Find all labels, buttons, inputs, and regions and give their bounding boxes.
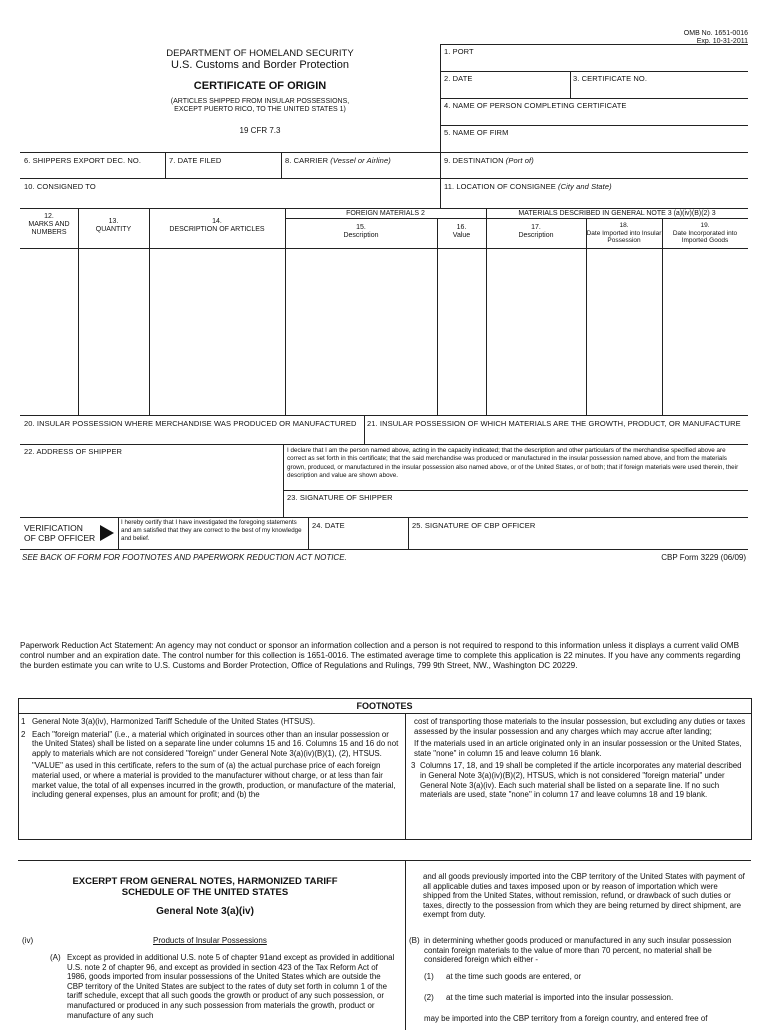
footnotes-right-column <box>411 717 747 803</box>
footnote-2: Each "foreign material" (i.e., a material which originated in sources other than an insular possession or the United States) shall be listed on a separate line under columns 15 and 16. Columns 15 and 16 do not apply to materials which are not considered "foreign" under General Note 3(a)(iv)(B)(1), (2), HTSUS. <box>32 729 399 758</box>
col-17-header <box>486 224 586 240</box>
field-destination[interactable] <box>444 156 534 165</box>
col-16-header <box>437 224 486 240</box>
excerpt-right-top: and all goods previously imported into the CBP territory of the United States with payment of all applicable duties and taxes imposed upon or by reason of importation which were shipped from the United States, without remission, refund, or drawback of such duties or taxes, directly to the possession from which they are being returned by direct shipment, are exempt from duty. <box>423 872 745 920</box>
col-12-label: MARKS AND NUMBERS <box>28 221 70 236</box>
footnotes-title: FOOTNOTES <box>356 701 413 711</box>
field-24-date[interactable]: 24. DATE <box>312 521 345 530</box>
excerpt-b1-label: (1) <box>424 972 434 981</box>
carrier-label: 8. CARRIER <box>285 156 329 165</box>
col-17-label: Description <box>518 232 554 239</box>
field-carrier[interactable] <box>285 156 391 165</box>
foreign-materials-header: FOREIGN MATERIALS 2 <box>346 210 425 217</box>
verification-label: VERIFICATION OF CBP OFFICER <box>24 523 96 543</box>
location-label: 11. LOCATION OF CONSIGNEE <box>444 182 556 191</box>
col-16-label: Value <box>452 232 471 239</box>
footnote-2-continued: cost of transporting those materials to the insular possession, but excluding any duties or taxes assessed by the insular possession and any charges which may accrue after landing; <box>414 717 746 736</box>
shipper-declaration: I declare that I am the person named above, acting in the capacity indicated; that the description and other particulars of the merchandise specified above are correct as set forth in this certificate; that the said merchandise was produced or manufactured in the insular possession named above, and from the materials grown, produced, or manufactured in the insular possession also named above, or of the United States, or of both; that if foreign materials were used therein, their description and value are shown above. <box>287 447 739 480</box>
destination-label: 9. DESTINATION <box>444 156 504 165</box>
col-12-num: 12. <box>44 213 54 220</box>
excerpt-b2-label: (2) <box>424 993 434 1002</box>
field-25-officer-signature[interactable]: 25. SIGNATURE OF CBP OFFICER <box>412 521 536 530</box>
arrow-right-icon <box>100 525 114 541</box>
field-date[interactable]: 2. DATE <box>444 74 473 83</box>
col-12-header <box>20 213 78 237</box>
footnote-2-none: If the materials used in an article originated only in an insular possession or the United States, state "none" in column 15 and leave column 16 blank. <box>414 739 742 758</box>
col-13-header <box>78 218 149 234</box>
col-13-label: QUANTITY <box>95 226 132 233</box>
excerpt-title: EXCERPT FROM GENERAL NOTES, HARMONIZED TARIFF SCHEDULE OF THE UNITED STATES <box>72 876 338 898</box>
col-18-label: Date Imported into Insular Possession <box>586 229 662 244</box>
excerpt-subtitle: General Note 3(a)(iv) <box>156 906 254 917</box>
excerpt-a-text: Except as provided in additional U.S. note 5 of chapter 91and except as provided in additional U.S. note 2 of chapter 96, and except as provided in section 423 of the Tax Reform Act of 1986, goods imported from insular possessions of the United States which are outside the CBP territory of the United States are subject to the rates of duty set forth in column 1 of the tariff schedule, except that all such goods the growth or product of any such possession, or manufactured or produced in any such possession from materials the growth, product or manufacture of any such <box>67 953 395 1020</box>
col-15-label: Description <box>343 232 379 239</box>
carrier-note: (Vessel or Airline) <box>330 156 391 165</box>
footnote-1: General Note 3(a)(iv), Harmonized Tariff Schedule of the United States (HTSUS). <box>32 717 316 726</box>
col-13-num: 13. <box>108 218 119 225</box>
form-number: CBP Form 3229 (06/09) <box>661 553 746 562</box>
excerpt-b1-text: at the time such goods are entered, or <box>446 972 582 981</box>
col-19-label: Date Incorporated into Imported Goods <box>672 229 738 244</box>
destination-note: (Port of) <box>505 156 534 165</box>
field-person-name[interactable]: 4. NAME OF PERSON COMPLETING CERTIFICATE <box>444 101 627 110</box>
excerpt-b-text: in determining whether goods produced or manufactured in any such insular possession contain foreign materials to the value of more than 70 percent, no material shall be considered foreign which either - <box>424 936 732 965</box>
location-note: (City and State) <box>558 182 612 191</box>
footnote-1-marker: 1 <box>21 717 26 726</box>
col-14-header <box>149 218 285 234</box>
footnote-3: Columns 17, 18, and 19 shall be completed if the article incorporates any material described in General Note 3(a)(iv)(B)(2), HTSUS, which is not considered "foreign material" under General Note 3(a)(iv). Each such material shall be listed on a separate line. If no such materials are used, state "none" in column 17 and leave columns 18 and 19 blank. <box>420 761 742 800</box>
field-date-filed[interactable]: 7. DATE FILED <box>169 156 222 165</box>
field-shippers-export-dec[interactable]: 6. SHIPPERS EXPORT DEC. NO. <box>24 156 142 165</box>
see-back-notice: SEE BACK OF FORM FOR FOOTNOTES AND PAPERWORK REDUCTION ACT NOTICE. <box>22 553 347 562</box>
col-14-num: 14. <box>212 218 222 225</box>
footnote-2-value: "VALUE" as used in this certificate, refers to the sum of (a) the actual purchase price of each foreign material used, or where a material is provided to the manufacturer without charge, or at less than fair market value, the total of all expenses incurred in the growth, production, or manufacture of the material, including general expenses, plus an amount for profit; and (b) the <box>32 761 396 800</box>
omb-expiration: Exp. 10-31-2011 <box>696 38 748 45</box>
col-19-num: 19. <box>700 222 710 229</box>
form-subtitle-2: EXCEPT PUERTO RICO, TO THE UNITED STATES 1) <box>174 106 346 113</box>
col-18-num: 18. <box>619 222 629 229</box>
form-title: CERTIFICATE OF ORIGIN <box>193 80 327 92</box>
agency-name: DEPARTMENT OF HOMELAND SECURITY <box>166 48 354 59</box>
col-14-label: DESCRIPTION OF ARTICLES <box>169 226 265 233</box>
form-subtitle-1: (ARTICLES SHIPPED FROM INSULAR POSSESSIONS, <box>170 98 350 105</box>
excerpt-b2-text: at the time such material is imported into the insular possession. <box>446 993 674 1002</box>
field-consigned-to[interactable]: 10. CONSIGNED TO <box>24 182 96 191</box>
col-19-header <box>662 222 748 245</box>
excerpt-right-bottom: may be imported into the CBP territory from a foreign country, and entered free of <box>424 1014 708 1023</box>
col-16-num: 16. <box>456 224 467 231</box>
paperwork-reduction-statement: Paperwork Reduction Act Statement: An agency may not conduct or sponsor an information collection and a person is not required to respond to this information unless it displays a current valid OMB control number and an expiration date. The control number for this collection is 1651-0016. The estimated average time to complete this application is 22 minutes. If you have any comments regarding the burden estimate you can write to U.S. Customs and Border Protection, Office of Regulations and Rulings, 799 9th Street, NW., Washington DC 20229. <box>20 641 741 670</box>
field-certificate-no[interactable]: 3. CERTIFICATE NO. <box>573 74 648 83</box>
field-20-insular-possession[interactable]: 20. INSULAR POSSESSION WHERE MERCHANDISE WAS PRODUCED OR MANUFACTURED <box>24 419 357 428</box>
field-port[interactable]: 1. PORT <box>444 47 474 56</box>
col-18-header <box>586 222 662 245</box>
footnote-3-marker: 3 <box>411 761 416 771</box>
footnotes-left-column <box>21 717 399 803</box>
col-15-header <box>285 224 437 240</box>
excerpt-b-label: (B) <box>409 936 420 945</box>
col-17-num: 17. <box>531 224 541 231</box>
field-22-shipper-address[interactable]: 22. ADDRESS OF SHIPPER <box>24 447 123 456</box>
excerpt-a-label: (A) <box>50 953 61 962</box>
field-21-materials-possession[interactable]: 21. INSULAR POSSESSION OF WHICH MATERIALS ARE THE GROWTH, PRODUCT, OR MANUFACTURE <box>367 419 741 428</box>
excerpt-iv-label: (iv) <box>22 936 34 945</box>
field-consignee-location[interactable] <box>444 182 612 191</box>
bureau-name: U.S. Customs and Border Protection <box>171 59 349 71</box>
col-15-num: 15. <box>356 224 366 231</box>
excerpt-iv-heading: Products of Insular Possessions <box>153 936 267 945</box>
general-note-materials-header: MATERIALS DESCRIBED IN GENERAL NOTE 3 (a)(iv)(B)(2) 3 <box>518 210 716 217</box>
field-firm-name[interactable]: 5. NAME OF FIRM <box>444 128 509 137</box>
omb-number: OMB No. 1651-0016 <box>683 30 748 37</box>
officer-certification: I hereby certify that I have investigated the foregoing statements and am satisfied that they are correct to the best of my knowledge and belief. <box>121 519 302 543</box>
field-23-shipper-signature[interactable]: 23. SIGNATURE OF SHIPPER <box>287 493 393 502</box>
cfr-reference: 19 CFR 7.3 <box>239 126 281 135</box>
form-header <box>60 48 460 135</box>
footnote-2-marker: 2 <box>21 729 26 739</box>
